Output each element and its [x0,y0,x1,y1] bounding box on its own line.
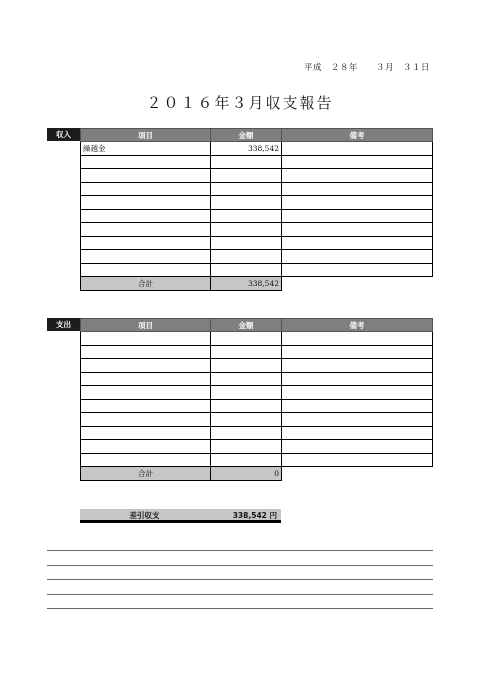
item-cell[interactable] [81,250,211,264]
table-row [81,209,433,223]
item-cell[interactable] [81,196,211,210]
note-header: 備考 [282,129,433,142]
table-row [81,250,433,264]
note-cell[interactable] [282,345,433,359]
table-row [81,345,433,359]
note-cell[interactable] [282,169,433,183]
item-header: 項目 [81,319,211,332]
note-cell[interactable] [282,155,433,169]
amount-cell[interactable] [211,182,282,196]
table-row [81,372,433,386]
table-row [81,359,433,373]
note-cell[interactable] [282,440,433,454]
memo-line [47,565,433,566]
item-cell[interactable] [81,399,211,413]
item-cell[interactable] [81,236,211,250]
table-row [81,196,433,210]
item-cell[interactable] [81,223,211,237]
amount-cell[interactable] [211,426,282,440]
table-row [81,263,433,277]
income-total-value: 338,542 [211,277,282,291]
table-row [81,426,433,440]
expense-total-row [81,467,433,481]
table-row [81,399,433,413]
amount-header: 金額 [211,319,282,332]
note-header: 備考 [282,319,433,332]
page-title: ２０１６年３月収支報告 [146,94,334,112]
income-header-row [81,129,433,142]
expense-total-blank [282,467,433,481]
item-cell[interactable] [81,182,211,196]
amount-cell[interactable] [211,413,282,427]
note-cell[interactable] [282,142,433,156]
table-row [81,440,433,454]
item-cell[interactable] [81,169,211,183]
balance-value: 338,542 円 [232,511,277,520]
note-cell[interactable] [282,223,433,237]
item-cell[interactable]: 繰越金 [81,142,211,156]
item-cell[interactable] [81,359,211,373]
amount-header: 金額 [211,129,282,142]
table-row [81,386,433,400]
amount-cell[interactable] [211,196,282,210]
amount-cell[interactable]: 338,542 [211,142,282,156]
note-cell[interactable] [282,386,433,400]
item-cell[interactable] [81,386,211,400]
memo-line [47,579,433,580]
income-section-label: 収入 [47,128,80,141]
amount-cell[interactable] [211,263,282,277]
income-total-label: 合計 [81,277,211,291]
table-row [81,332,433,346]
note-cell[interactable] [282,196,433,210]
item-cell[interactable] [81,332,211,346]
note-cell[interactable] [282,399,433,413]
amount-cell[interactable] [211,223,282,237]
amount-cell[interactable] [211,250,282,264]
memo-line [47,608,433,609]
note-cell[interactable] [282,413,433,427]
table-row [81,169,433,183]
income-table [80,128,433,291]
note-cell[interactable] [282,236,433,250]
table-row [81,223,433,237]
amount-cell[interactable] [211,332,282,346]
amount-cell[interactable] [211,372,282,386]
item-cell[interactable] [81,372,211,386]
memo-line [47,594,433,595]
item-cell[interactable] [81,345,211,359]
amount-cell[interactable] [211,386,282,400]
note-cell[interactable] [282,263,433,277]
table-row [81,453,433,467]
expense-total-label: 合計 [81,467,211,481]
amount-cell[interactable] [211,169,282,183]
income-total-row [81,277,433,291]
note-cell[interactable] [282,372,433,386]
note-cell[interactable] [282,332,433,346]
note-cell[interactable] [282,182,433,196]
note-cell[interactable] [282,453,433,467]
table-row [81,413,433,427]
note-cell[interactable] [282,426,433,440]
table-row [81,142,433,156]
memo-line [47,550,433,551]
note-cell[interactable] [282,209,433,223]
amount-cell[interactable] [211,209,282,223]
balance-label: 差引収支 [129,511,160,520]
item-cell[interactable] [81,155,211,169]
table-row [81,182,433,196]
expense-table [80,318,433,481]
item-cell[interactable] [81,209,211,223]
item-header: 項目 [81,129,211,142]
item-cell[interactable] [81,453,211,467]
table-row [81,236,433,250]
report-date: 平成 ２８年 ３月 ３１日 [303,63,430,73]
amount-cell[interactable] [211,359,282,373]
amount-cell[interactable] [211,155,282,169]
amount-cell[interactable] [211,440,282,454]
item-cell[interactable] [81,413,211,427]
item-cell[interactable] [81,263,211,277]
table-row [81,155,433,169]
amount-cell[interactable] [211,345,282,359]
item-cell[interactable] [81,426,211,440]
income-total-blank [282,277,433,291]
amount-cell[interactable] [211,399,282,413]
note-cell[interactable] [282,250,433,264]
amount-cell[interactable] [211,236,282,250]
expense-section-label: 支出 [47,318,80,331]
expense-total-value: 0 [211,467,282,481]
item-cell[interactable] [81,440,211,454]
expense-header-row [81,319,433,332]
amount-cell[interactable] [211,453,282,467]
note-cell[interactable] [282,359,433,373]
balance-box [80,509,281,523]
